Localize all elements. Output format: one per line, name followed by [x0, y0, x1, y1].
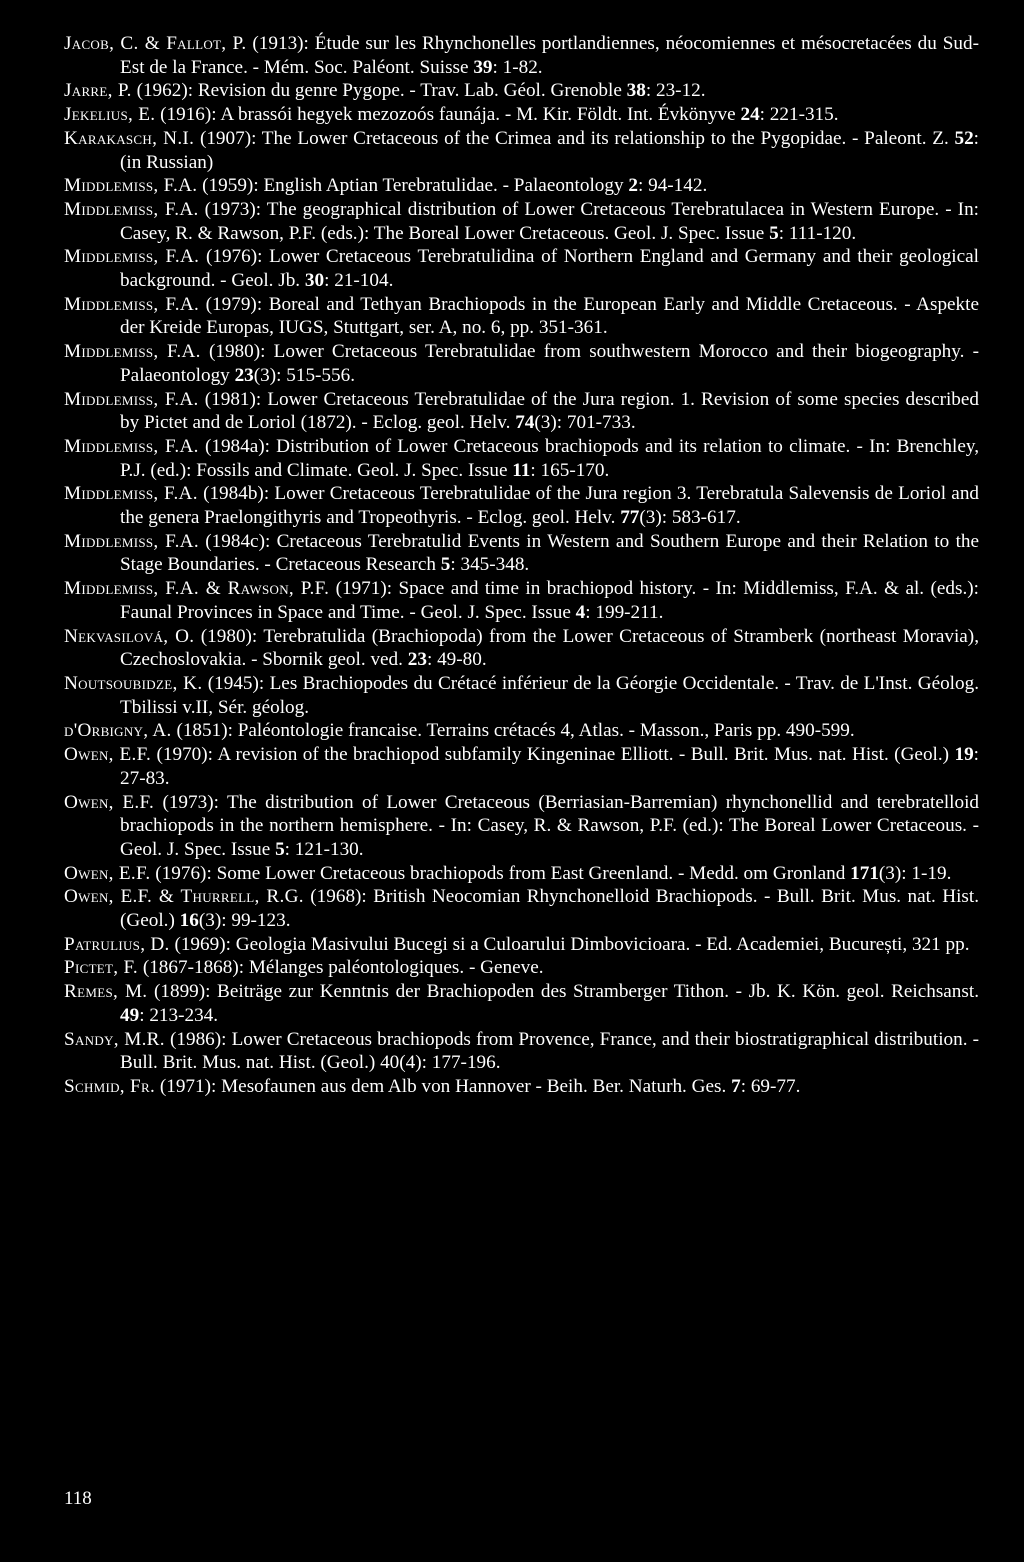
reference-entry — [64, 980, 979, 1027]
reference-text: (1971): Mesofaunen aus dem Alb von Hannover - Beih. Ber. Naturh. Ges. — [155, 1075, 732, 1097]
reference-entry — [64, 293, 979, 340]
reference-pages: : 199-211. — [585, 601, 664, 623]
reference-pages: : 121-130. — [284, 838, 364, 860]
reference-author: Owen, E.F. — [64, 862, 151, 884]
reference-author: Middlemiss, F.A. — [64, 341, 201, 363]
reference-entry — [64, 245, 979, 292]
reference-text: (1980): Lower Cretaceous Terebratulidae from southwestern Morocco and their biogeography. - Palaeontology — [120, 341, 980, 386]
reference-text: (1971): Space and time in brachiopod history. - In: Middlemiss, F.A. & al. (eds.): Faunal Provinces in Space and Time. - Geol. J. Spec. Issue — [120, 578, 979, 623]
reference-author: Jarre, P. — [64, 80, 132, 102]
reference-volume: 30 — [304, 270, 325, 292]
reference-text: (1962): Revision du genre Pygope. - Trav. Lab. Géol. Grenoble — [131, 80, 627, 102]
reference-pages: : 23-12. — [645, 80, 706, 102]
reference-text: (1913): Étude sur les Rhynchonelles portlandiennes, néocomiennes et mésocretacées du Sud-Est de la France. - Mém. Soc. Paléont. Suisse — [120, 33, 979, 78]
reference-author: Patrulius, D. — [64, 933, 170, 955]
reference-author: Middlemiss, F.A. — [64, 435, 199, 457]
reference-volume: 39 — [473, 56, 493, 78]
reference-text: (1970): A revision of the brachiopod subfamily Kingeninae Elliott. - Bull. Brit. Mus. nat. Hist. (Geol.) — [151, 744, 955, 766]
reference-volume: 4 — [575, 601, 586, 623]
reference-author: Sandy, M.R. — [64, 1028, 165, 1050]
reference-volume: 38 — [626, 80, 646, 102]
reference-author: Remes, M. — [64, 981, 148, 1003]
reference-volume: 16 — [179, 910, 199, 932]
reference-text: (1968): British Neocomian Rhynchonelloid Brachiopods. - Bull. Brit. Mus. nat. Hist. (Geol.) — [120, 886, 979, 932]
reference-volume: 74 — [515, 412, 535, 434]
reference-author: Jacob, C. & Fallot, P. — [64, 33, 247, 54]
reference-entry — [64, 103, 979, 127]
reference-text: (1959): English Aptian Terebratulidae. - Palaeontology — [197, 175, 629, 197]
reference-pages: : 345-348. — [450, 554, 530, 576]
reference-text: (1907): The Lower Cretaceous of the Crimea and its relationship to the Pygopidae. - Paleont. Z. — [194, 127, 955, 149]
reference-volume: 5 — [769, 222, 779, 244]
reference-text: (1945): Les Brachiopodes du Crétacé inférieur de la Géorgie Occidentale. - Trav. de L'Inst. Géolog. Tbilissi v.II, Sér. géolog. — [120, 672, 979, 718]
reference-text: (1973): The geographical distribution of Lower Cretaceous Terebratulacea in Western Europe. - In: Casey, R. & Rawson, P.F. (eds.): The Boreal Lower Cretaceous. Geol. J. Spec. Issue — [120, 198, 979, 244]
reference-author: Middlemiss, F.A. — [64, 198, 199, 220]
reference-pages: (3): 99-123. — [198, 910, 291, 932]
reference-entry — [64, 174, 979, 198]
reference-entry — [64, 198, 979, 245]
reference-volume: 5 — [440, 554, 451, 576]
reference-text: (1976): Some Lower Cretaceous brachiopods from East Greenland. - Medd. om Gronland — [150, 862, 851, 884]
reference-text: (1984c): Cretaceous Terebratulid Events in Western and Southern Europe and their Relation to the Stage Boundaries. - Cretaceous Research — [120, 530, 980, 576]
reference-text: (1976): Lower Cretaceous Terebratulidina of Northern England and Germany and their geological background. - Geol. Jb. — [120, 246, 980, 292]
page-number: 118 — [64, 1488, 92, 1509]
reference-pages: : 21-104. — [324, 270, 394, 292]
reference-volume: 23 — [407, 649, 427, 671]
reference-pages: (3): 1-19. — [878, 862, 952, 884]
reference-author: Middlemiss, F.A. — [64, 175, 198, 197]
reference-entry — [64, 672, 979, 719]
reference-entry — [64, 956, 979, 980]
reference-volume: 77 — [620, 507, 640, 529]
reference-list — [64, 32, 979, 1099]
reference-author: Middlemiss, F.A. & Rawson, P.F. — [64, 578, 330, 600]
reference-volume: 49 — [120, 1004, 140, 1026]
reference-volume: 23 — [234, 364, 254, 386]
reference-text: (1973): The distribution of Lower Cretaceous (Berriasian-Barremian) rhynchonellid and terebratelloid brachiopods in the northern hemisphere. - In: Casey, R. & Rawson, P.F. (ed.): The Boreal Lower Cretaceous. - Geol. J. Spec. Issue — [120, 791, 980, 860]
reference-author: Middlemiss, F.A. — [64, 246, 200, 268]
reference-entry — [64, 79, 979, 103]
reference-text: (1916): A brassói hegyek mezozoós faunája. - M. Kir. Földt. Int. Évkönyve — [155, 104, 741, 126]
reference-pages: : 94-142. — [637, 175, 708, 197]
reference-author: Jekelius, E. — [64, 104, 156, 126]
reference-entry — [64, 388, 979, 435]
reference-text: (1986): Lower Cretaceous brachiopods from Provence, France, and their biostratigraphical distribution. - Bull. Brit. Mus. nat. Hist. (Geol.) 40(4): 177-196. — [120, 1028, 979, 1074]
reference-pages: (3): 583-617. — [639, 507, 741, 529]
reference-author: Middlemiss, F.A. — [64, 530, 199, 552]
reference-entry — [64, 32, 979, 79]
reference-text: (1969): Geologia Masivului Bucegi si a Culoarului Dimbovicioara. - Ed. Academiei, București, 321 pp. — [169, 933, 970, 955]
reference-entry — [64, 577, 979, 624]
reference-author: Nekvasilová, O. — [64, 625, 195, 647]
reference-author: Owen, E.F. — [64, 791, 155, 813]
reference-pages: : 213-234. — [139, 1004, 219, 1026]
reference-pages: : 165-170. — [530, 459, 610, 481]
reference-pages: : 221-315. — [759, 104, 839, 126]
reference-author: Owen, E.F. — [64, 744, 152, 766]
reference-author: Schmid, Fr. — [64, 1075, 156, 1097]
reference-entry — [64, 482, 979, 529]
reference-volume: 52 — [954, 127, 974, 149]
reference-pages: : (in Russian) — [120, 127, 979, 173]
reference-entry — [64, 530, 979, 577]
reference-pages: (3): 515-556. — [253, 364, 356, 386]
reference-entry — [64, 127, 979, 174]
reference-text: (1867-1868): Mélanges paléontologiques. - Geneve. — [138, 957, 544, 979]
reference-volume: 11 — [512, 459, 531, 481]
reference-author: Pictet, F. — [64, 957, 139, 979]
reference-volume: 171 — [850, 862, 879, 884]
reference-entry — [64, 1028, 979, 1075]
reference-volume: 19 — [954, 744, 974, 766]
reference-entry — [64, 625, 979, 672]
reference-pages: (3): 701-733. — [534, 412, 636, 434]
reference-volume: 7 — [731, 1075, 741, 1097]
reference-pages: : 69-77. — [740, 1075, 801, 1097]
reference-text: (1981): Lower Cretaceous Terebratulidae of the Jura region. 1. Revision of some species described by Pictet and de Loriol (1872). - Eclog. geol. Helv. — [120, 388, 980, 434]
reference-text: (1984b): Lower Cretaceous Terebratulidae of the Jura region 3. Terebratula Salevensis de Loriol and the genera Praelongithyris and Tropeothyris. - Eclog. geol. Helv. — [120, 483, 980, 529]
reference-entry — [64, 885, 979, 932]
reference-author: Noutsoubidze, K. — [64, 672, 203, 694]
reference-text: (1984a): Distribution of Lower Cretaceous brachiopods and its relation to climate. - In: Brenchley, P.J. (ed.): Fossils and Climate. Geol. J. Spec. Issue — [120, 435, 980, 481]
reference-entry — [64, 743, 979, 790]
reference-entry — [64, 1075, 979, 1099]
reference-pages: : 1-82. — [492, 56, 543, 78]
reference-volume: 2 — [628, 175, 638, 197]
reference-text: (1851): Paléontologie francaise. Terrains crétacés 4, Atlas. - Masson., Paris pp. 490-599. — [171, 720, 855, 742]
reference-entry — [64, 862, 979, 886]
reference-volume: 24 — [740, 104, 760, 126]
reference-author: Owen, E.F. & Thurrell, R.G. — [64, 886, 304, 908]
reference-author: Middlemiss, F.A. — [64, 483, 198, 505]
reference-pages: : 111-120. — [778, 222, 857, 244]
reference-entry — [64, 435, 979, 482]
reference-author: d'Orbigny, A. — [64, 720, 172, 742]
reference-volume: 5 — [275, 838, 285, 860]
reference-author: Middlemiss, F.A. — [64, 388, 199, 410]
reference-pages: : 49-80. — [426, 649, 487, 671]
reference-entry — [64, 791, 979, 862]
reference-entry — [64, 340, 979, 387]
reference-entry — [64, 933, 979, 957]
reference-author: Karakasch, N.I. — [64, 127, 195, 149]
reference-pages: : 27-83. — [120, 744, 979, 789]
reference-text: (1980): Terebratulida (Brachiopoda) from the Lower Cretaceous of Stramberk (northeast Moravia), Czechoslovakia. - Sbornik geol. ved. — [120, 625, 979, 671]
reference-author: Middlemiss, F.A. — [64, 293, 200, 315]
reference-entry — [64, 719, 979, 743]
reference-text: (1979): Boreal and Tethyan Brachiopods in the European Early and Middle Cretaceous. - Aspekte der Kreide Europas, IUGS, Stuttgart, ser. A, no. 6, pp. 351-361. — [120, 293, 979, 339]
reference-text: (1899): Beiträge zur Kenntnis der Brachiopoden des Stramberger Tithon. - Jb. K. Kön. geol. Reichsanst. — [147, 981, 979, 1003]
